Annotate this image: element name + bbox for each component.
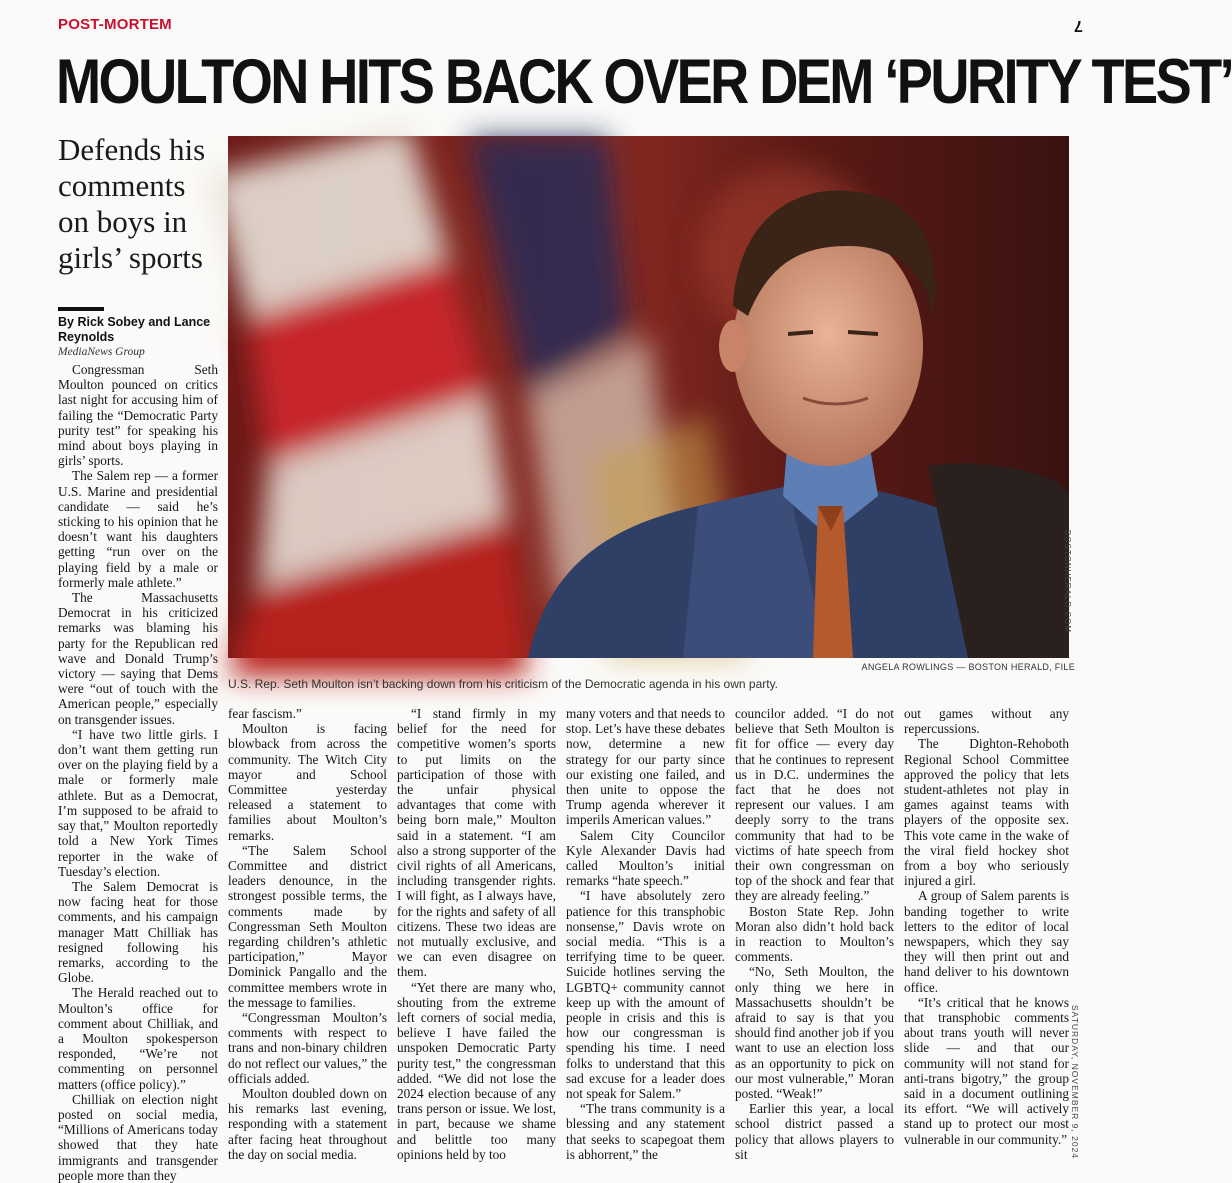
paragraph: The Salem Democrat is now facing heat for those comments, and his campaign manager Matt Chilliak has resigned following his remarks, according to the Globe.: [58, 878, 218, 986]
paragraph: “The Salem School Committee and district leaders denounce, in the strongest possible terms, the comments made by Congressman Seth Moulton regarding children’s athletic participation,” Mayor Dominick Pangallo and the committee members wrote in the message to families.: [228, 842, 387, 1010]
paragraph: The Salem rep — a former U.S. Marine and presidential candidate — said he’s sticking to his opinion that he doesn’t want his daughters getting “run over on the playing field by a male or formerly male athlete.”: [58, 468, 218, 590]
photo-caption: U.S. Rep. Seth Moulton isn’t backing down from his criticism of the Democratic agenda in his own party.: [228, 677, 779, 691]
date-line: SATURDAY, NOVEMBER 9, 2024: [1070, 1005, 1080, 1160]
paragraph: “I stand firmly in my belief for the need for competitive women’s sports to put limits on the participation of those with the unfair physical advantages that come with being born male,” Moulton said in a statement. “I am also a strong supporter of the civil rights of all Americans, including transgender rights. I will fight, as I always have, for the rights and safety of all citizens. These two ideas are not mutually exclusive, and we can even disagree on them.: [397, 706, 556, 980]
article-column-6: [904, 706, 1069, 1147]
paragraph: out games without any repercussions.: [904, 706, 1069, 737]
subheadline-deck: Defends his comments on boys in girls’ sports: [58, 132, 206, 275]
paragraph: “The trans community is a blessing and any statement that seeks to scapegoat them is abhorrent,” the: [566, 1101, 725, 1162]
paragraph: fear fascism.”: [228, 706, 302, 721]
news-photo: [228, 136, 1069, 658]
paragraph: Moulton is facing blowback from across the community. The Witch City mayor and School Committee yesterday released a statement to families about Moulton’s remarks.: [228, 721, 387, 843]
article-column-1: [58, 362, 218, 1183]
photo-credit: ANGELA ROWLINGS — BOSTON HERALD, FILE: [861, 662, 1075, 672]
section-kicker: POST-MORTEM: [58, 16, 172, 33]
page-number: 7: [1074, 17, 1083, 34]
paragraph: “Congressman Moulton’s comments with respect to trans and non-binary children do not reflect our values,” the officials added.: [228, 1010, 387, 1086]
article-column-2: [228, 706, 387, 1162]
paragraph: Moulton doubled down on his remarks last evening, responding with a statement after facing heat throughout the day on social media.: [228, 1086, 387, 1162]
paragraph: The Massachusetts Democrat in his criticized remarks was blaming his party for the Republican red wave and Donald Trump’s victory — saying that Dems were “out of touch with the American people,” especially on transgender issues.: [58, 590, 218, 727]
paragraph: Salem City Councilor Kyle Alexander Davis had called Moulton’s initial remarks “hate speech.”: [566, 827, 725, 889]
headline: MOULTON HITS BACK OVER DEM ‘PURITY TEST’: [56, 47, 1232, 117]
byline: By Rick Sobey and Lance Reynolds: [58, 315, 211, 344]
photo-illustration: [228, 136, 1069, 658]
byline-organization: MediaNews Group: [58, 346, 145, 358]
article-column-4: [566, 706, 725, 1162]
article-column-3: [397, 706, 556, 1162]
paragraph: The Herald reached out to Moulton’s office for comment about Chilliak, and a Moulton spokesperson responded, “We’re not commenting on personnel matters (office policy).”: [58, 985, 218, 1092]
article-column-5: [735, 706, 894, 1162]
paragraph: “I have two little girls. I don’t want them getting run over on the playing field by a male or formerly male athlete. But as a Democrat, I’m supposed to be afraid to say that,” Moulton reportedly told a New York Times reporter in the wake of Tuesday’s election.: [58, 726, 218, 879]
side-credit: BOSTONHERALD.COM: [1063, 530, 1072, 633]
paragraph: councilor added. “I do not believe that Seth Moulton is fit for office — every day that he continues to represent us in D.C. undermines the fact that he does not represent our values. I am deeply sorry to the trans community that had to be victims of hate speech from their own congressman on top of the shock and fear that they are already feeling.”: [735, 706, 894, 904]
paragraph: A group of Salem parents is banding together to write letters to the editor of local newspapers, which they say they will then print out and hand deliver to his downtown office.: [904, 888, 1069, 995]
paragraph: Earlier this year, a local school district passed a policy that allows players to sit: [735, 1101, 894, 1162]
byline-rule: [58, 307, 104, 311]
paragraph: “I have absolutely zero patience for this transphobic nonsense,” Davis wrote on social media. “This is a terrifying time to be queer. Suicide hotlines serving the LGBTQ+ community cannot keep up with the amount of people in crisis and this is how our congressman is spending his time. I need folks to understand that this sad excuse for a leader does not speak for Salem.”: [566, 888, 725, 1102]
paragraph: “It’s critical that he knows that transphobic comments about trans youth will never slide — and that our community will not stand for anti-trans bigotry,” the group said in a document outlining its effort. “We will actively stand up to protect our most vulnerable in our community.”: [904, 994, 1069, 1147]
paragraph: “Yet there are many who, shouting from the extreme left corners of social media, believe I have failed the unspoken Democratic Party purity test,” the congressman added. “We did not lose the 2024 election because of any trans person or issue. We lost, in part, because we shame and belittle too many opinions held by too: [397, 979, 556, 1162]
paragraph: The Dighton-Rehoboth Regional School Committee approved the policy that lets student-athletes not play in games against teams with players of the opposite sex. This vote came in the wake of the viral field hockey shot from a boy who seriously injured a girl.: [904, 736, 1069, 889]
paragraph: many voters and that needs to stop. Let’s have these debates now, determine a new strategy for our party since our existing one failed, and then unite to oppose the Trump agenda wherever it imperils American values.”: [566, 706, 725, 828]
paragraph: “No, Seth Moulton, the only thing we here in Massachusetts shouldn’t be afraid to say is that you should find another job if you want to use an election loss as an opportunity to pick on our most vulnerable,” Moran posted. “Weak!”: [735, 964, 894, 1102]
paragraph: Chilliak on election night posted on social media, “Millions of Americans today showed that they hate immigrants and transgender people more than they: [58, 1091, 218, 1183]
paragraph: Congressman Seth Moulton pounced on critics last night for accusing him of failing the “Democratic Party purity test” for speaking his mind about boys playing in girls’ sports.: [58, 362, 218, 469]
paragraph: Boston State Rep. John Moran also didn’t hold back in reaction to Moulton’s comments.: [735, 903, 894, 965]
